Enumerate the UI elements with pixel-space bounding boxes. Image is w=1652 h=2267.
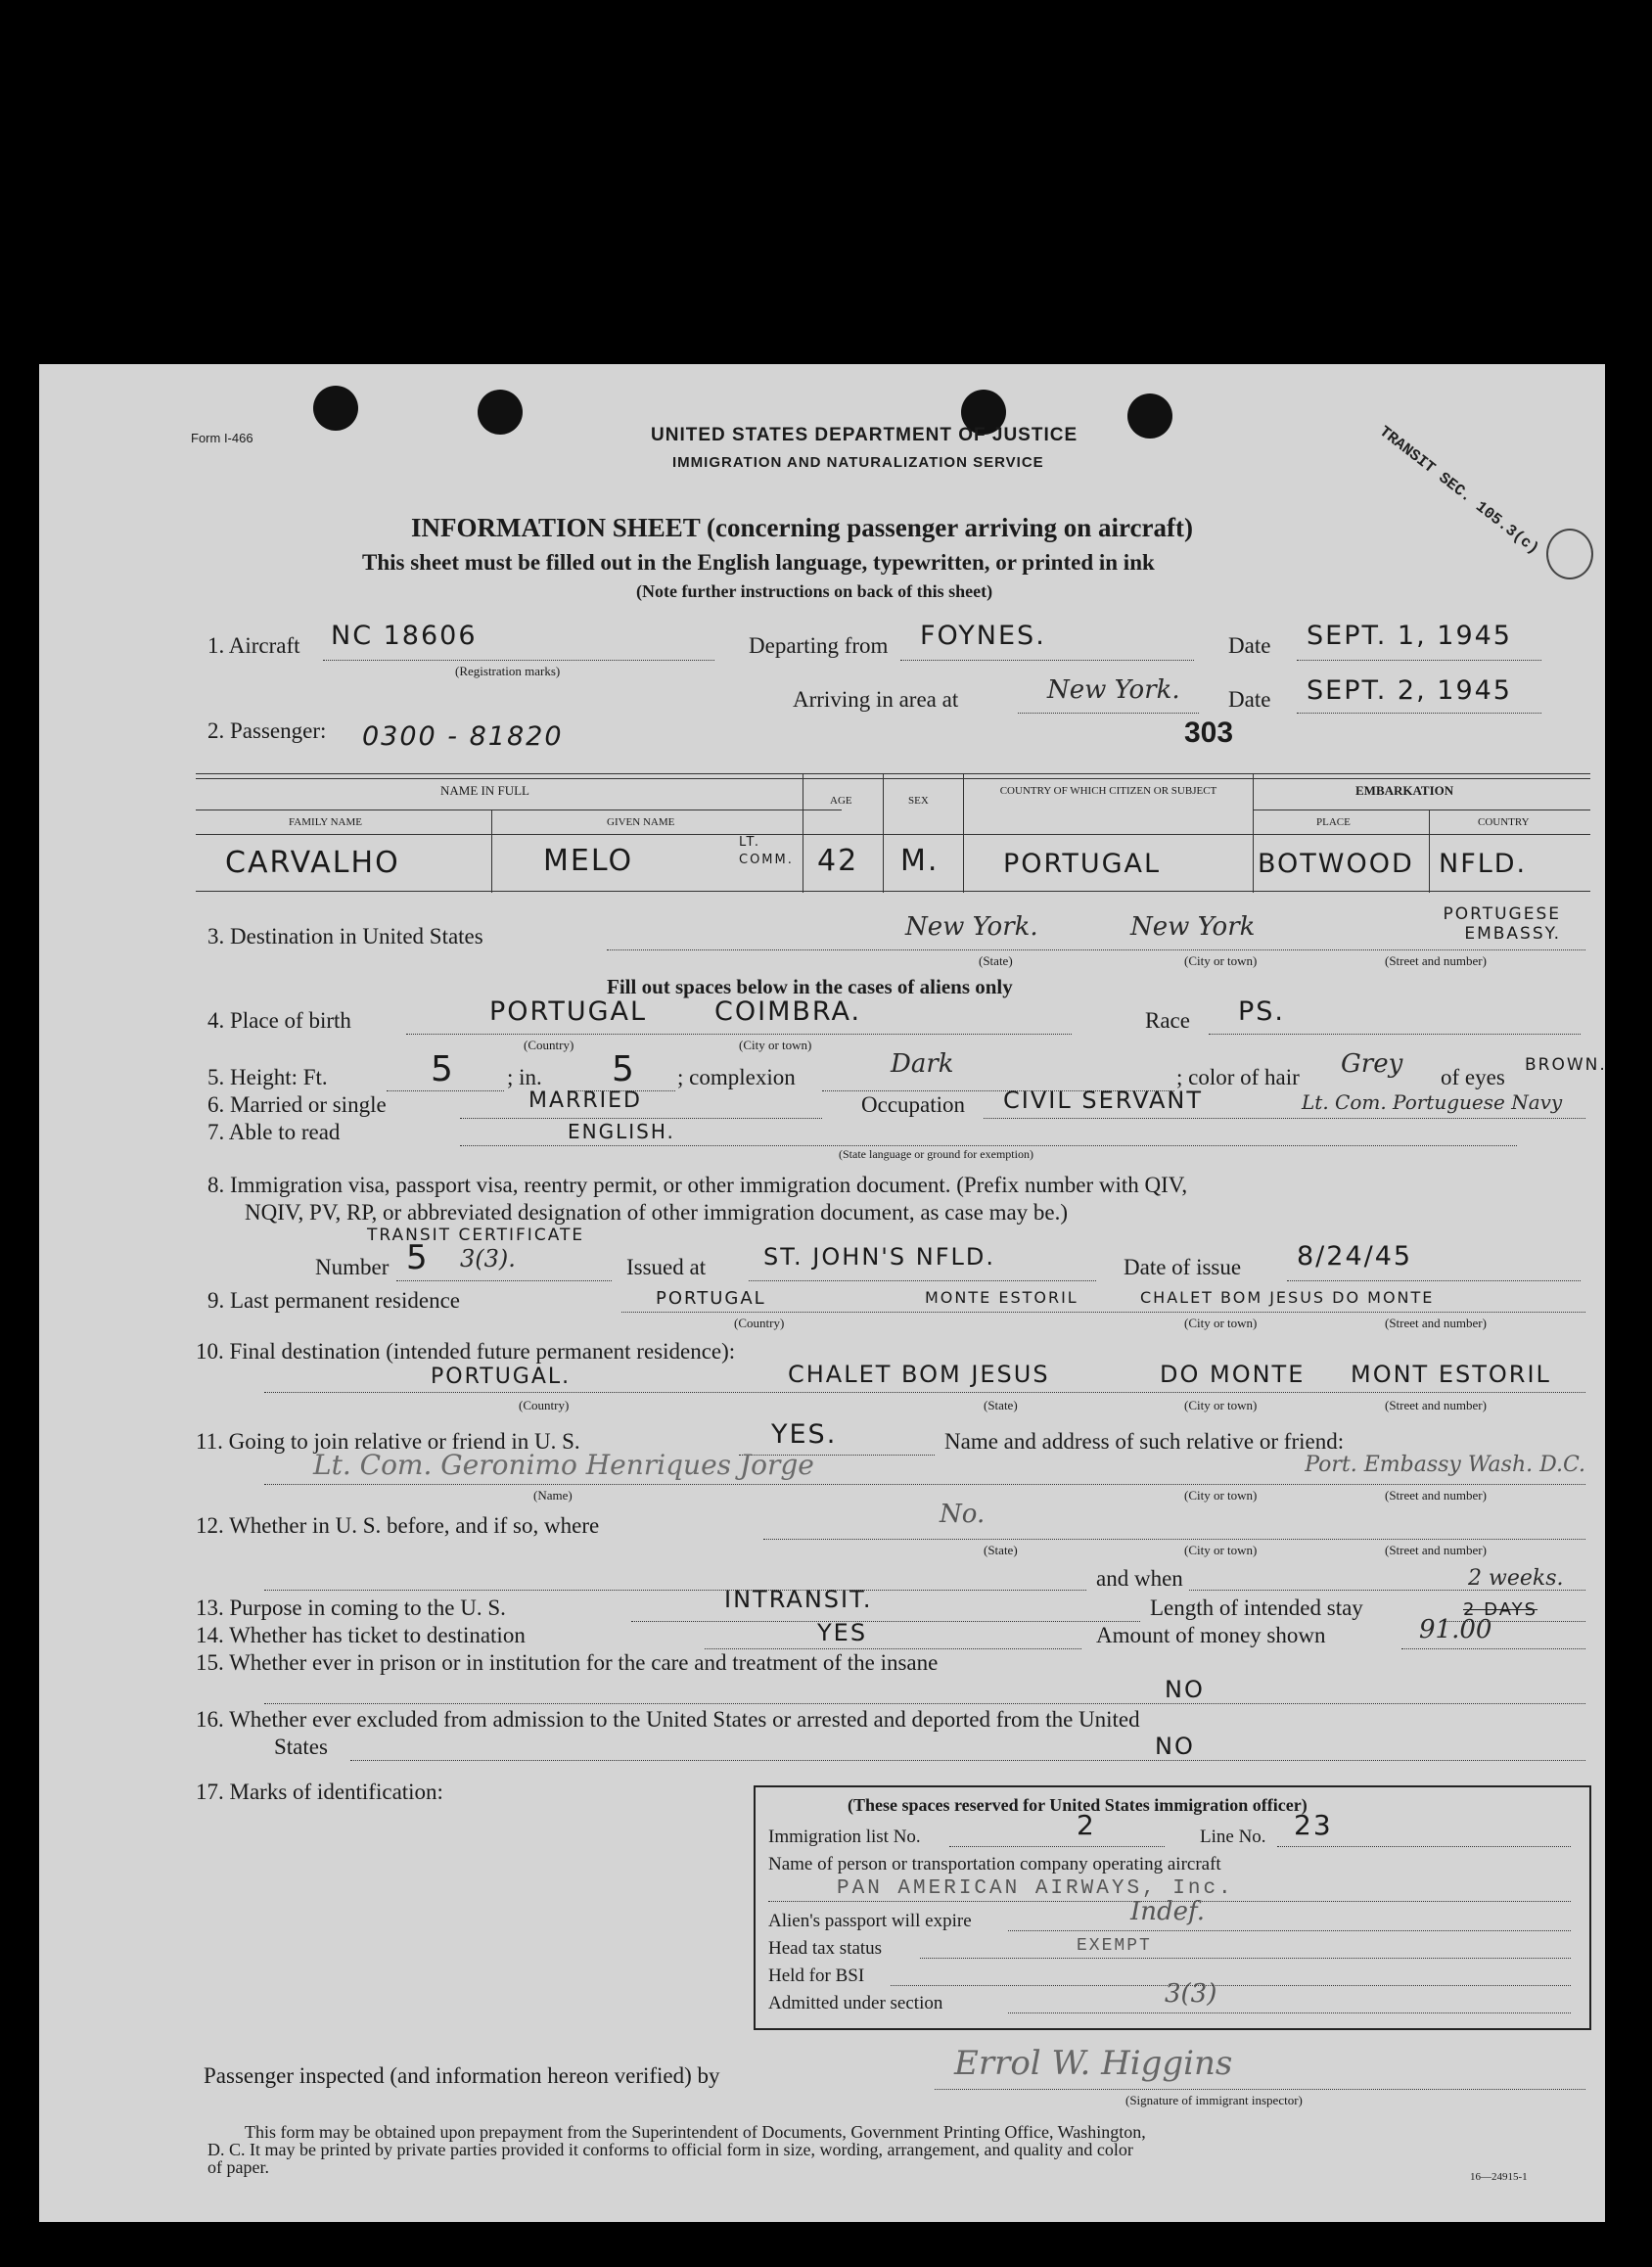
- given-name-header: GIVEN NAME: [607, 816, 675, 828]
- birth-city: COIMBRA.: [714, 996, 862, 1027]
- date-label: Date: [1228, 687, 1271, 712]
- read-label: 7. Able to read: [207, 1120, 341, 1144]
- document-section: 3(3).: [460, 1245, 516, 1272]
- street-caption: (Street and number): [1385, 1543, 1487, 1557]
- money-label: Amount of money shown: [1096, 1623, 1326, 1647]
- birthplace-label: 4. Place of birth: [207, 1008, 351, 1033]
- inspected-label: Passenger inspected (and information hereon verified) by: [204, 2063, 720, 2088]
- list-number-value: 2: [1077, 1809, 1096, 1841]
- when-label: and when: [1096, 1566, 1183, 1591]
- family-name-header: FAMILY NAME: [289, 816, 362, 828]
- age-header: AGE: [830, 795, 852, 807]
- read-value: ENGLISH.: [568, 1120, 675, 1143]
- circle-mark: [1546, 529, 1593, 579]
- complexion-label: ; complexion: [677, 1065, 796, 1089]
- departure-date: SEPT. 1, 1945: [1307, 621, 1512, 651]
- join-relative-label: 11. Going to join relative or friend in U. S.: [196, 1429, 580, 1454]
- issued-label: Issued at: [626, 1255, 707, 1279]
- citizen-header: COUNTRY OF WHICH CITIZEN OR SUBJECT: [999, 785, 1217, 797]
- embarkation-place-value: BOTWOOD: [1258, 849, 1414, 879]
- hair-value: Grey: [1341, 1049, 1403, 1079]
- stay-struck-value: 2 DAYS: [1463, 1599, 1538, 1620]
- height-label: 5. Height: Ft.: [207, 1065, 328, 1089]
- head-tax-value: EXEMPT: [1077, 1936, 1152, 1956]
- name-in-full-header: NAME IN FULL: [440, 783, 529, 798]
- arriving-label: Arriving in area at: [793, 687, 959, 712]
- money-value: 91.00: [1419, 1615, 1492, 1644]
- birth-country: PORTUGAL: [489, 996, 648, 1027]
- eyes-value: BROWN.: [1525, 1055, 1607, 1075]
- departing-label: Departing from: [749, 633, 889, 658]
- arrival-date: SEPT. 2, 1945: [1307, 675, 1512, 706]
- race-value: PS.: [1238, 996, 1286, 1027]
- age-value: 42: [817, 844, 859, 878]
- height-in-label: ; in.: [507, 1065, 542, 1089]
- passport-expire-label: Alien's passport will expire: [768, 1911, 972, 1931]
- state-caption: (State): [984, 1543, 1018, 1557]
- hair-label: ; color of hair: [1176, 1065, 1300, 1089]
- residence-street: CHALET BOM JESUS DO MONTE: [1140, 1288, 1435, 1307]
- punch-hole: [1127, 393, 1172, 439]
- issue-date-value: 8/24/45: [1297, 1241, 1413, 1272]
- document-number: 5: [406, 1238, 430, 1277]
- entry-number: 303: [1184, 717, 1234, 749]
- passport-expire-value: Indef.: [1130, 1897, 1206, 1926]
- sex-header: SEX: [908, 795, 929, 807]
- ticket-value: YES: [817, 1619, 868, 1646]
- given-name-value: MELO: [543, 844, 634, 878]
- instructions-note: (Note further instructions on back of this sheet): [636, 581, 993, 601]
- height-in: 5: [612, 1049, 636, 1089]
- date-label: Date: [1228, 633, 1271, 658]
- officer-box-header: (These spaces reserved for United States immigration officer): [848, 1795, 1308, 1815]
- occupation-label: Occupation: [861, 1092, 966, 1117]
- final-street: MONT ESTORIL: [1351, 1361, 1551, 1388]
- country-caption: (Country): [734, 1316, 785, 1330]
- purpose-label: 13. Purpose in coming to the U. S.: [196, 1596, 506, 1620]
- name-caption: (Name): [533, 1488, 573, 1503]
- prison-value: NO: [1165, 1676, 1205, 1703]
- relative-address-label: Name and address of such relative or friend:: [944, 1429, 1345, 1454]
- bsi-label: Held for BSI: [768, 1966, 865, 1986]
- state-caption: (State): [984, 1398, 1018, 1412]
- excluded-value: NO: [1155, 1733, 1195, 1760]
- residence-city: MONTE ESTORIL: [925, 1288, 1078, 1307]
- purpose-value: INTRANSIT.: [724, 1586, 873, 1613]
- aircraft-label: 1. Aircraft: [207, 633, 300, 658]
- excluded-line-2: States: [274, 1735, 328, 1759]
- section-label: Admitted under section: [768, 1993, 943, 2013]
- destination-city: New York: [1130, 912, 1256, 942]
- aircraft-value: NC 18606: [331, 621, 478, 651]
- embarkation-header: EMBARKATION: [1355, 783, 1454, 798]
- marital-value: MARRIED: [528, 1088, 642, 1113]
- head-tax-label: Head tax status: [768, 1938, 883, 1959]
- final-state: CHALET BOM JESUS: [788, 1361, 1050, 1388]
- city-caption: (City or town): [1184, 1316, 1258, 1330]
- issued-value: ST. JOHN'S NFLD.: [763, 1243, 995, 1271]
- previous-visit-value: No.: [940, 1500, 986, 1529]
- join-relative-value: YES.: [771, 1419, 838, 1450]
- street-caption: (Street and number): [1385, 1398, 1487, 1412]
- family-name-value: CARVALHO: [225, 846, 400, 880]
- service-heading: IMMIGRATION AND NATURALIZATION SERVICE: [672, 454, 1044, 471]
- department-heading: UNITED STATES DEPARTMENT OF JUSTICE: [651, 425, 1078, 445]
- residence-label: 9. Last permanent residence: [207, 1288, 460, 1313]
- form-number: Form I-466: [191, 431, 253, 445]
- document-line-2: NQIV, PV, RP, or abbreviated designation of other immigration document, as case may be.): [245, 1200, 1069, 1225]
- punch-hole: [313, 386, 358, 431]
- signature-caption: (Signature of immigrant inspector): [1125, 2093, 1303, 2107]
- company-label: Name of person or transportation company operating aircraft: [768, 1854, 1221, 1874]
- read-caption: (State language or ground for exemption): [839, 1147, 1033, 1161]
- footer-line-1: This form may be obtained upon prepayment from the Superintendent of Documents, Government Printing Office, Washington,: [245, 2122, 1146, 2142]
- stay-label: Length of intended stay: [1150, 1596, 1363, 1620]
- form-subtitle: This sheet must be filled out in the English language, typewritten, or printed in ink: [362, 550, 1155, 575]
- section-value: 3(3): [1165, 1979, 1217, 2009]
- departing-value: FOYNES.: [920, 621, 1046, 651]
- number-label: Number: [315, 1255, 390, 1279]
- inspector-signature: Errol W. Higgins: [954, 2044, 1233, 2083]
- complexion-value: Dark: [891, 1049, 954, 1079]
- print-code: 16—24915-1: [1470, 2171, 1528, 2183]
- final-destination-label: 10. Final destination (intended future permanent residence):: [196, 1339, 736, 1364]
- city-caption: (City or town): [1184, 953, 1258, 968]
- sex-value: M.: [900, 844, 940, 878]
- citizen-value: PORTUGAL: [1003, 849, 1162, 879]
- city-caption: (City or town): [1184, 1488, 1258, 1503]
- final-country: PORTUGAL.: [431, 1365, 572, 1389]
- transit-certificate: TRANSIT CERTIFICATE: [367, 1226, 585, 1245]
- height-ft: 5: [431, 1049, 455, 1089]
- previous-visit-label: 12. Whether in U. S. before, and if so, where: [196, 1513, 600, 1538]
- relative-name: Lt. Com. Geronimo Henriques Jorge: [313, 1449, 814, 1481]
- race-label: Race: [1145, 1008, 1190, 1033]
- stay-value: 2 weeks.: [1468, 1566, 1564, 1591]
- issue-date-label: Date of issue: [1124, 1255, 1242, 1279]
- country-caption: (Country): [519, 1398, 570, 1412]
- passenger-value: 0300 - 81820: [362, 721, 564, 752]
- city-caption: (City or town): [739, 1038, 812, 1052]
- country-header: COUNTRY: [1478, 816, 1530, 828]
- destination-street: PORTUGESE EMBASSY.: [1443, 904, 1561, 944]
- company-value: PAN AMERICAN AIRWAYS, Inc.: [837, 1877, 1234, 1900]
- city-caption: (City or town): [1184, 1398, 1258, 1412]
- form-title: INFORMATION SHEET (concerning passenger arriving on aircraft): [411, 513, 1193, 542]
- eyes-label: of eyes: [1441, 1065, 1505, 1089]
- country-caption: (Country): [524, 1038, 574, 1052]
- occupation-value: CIVIL SERVANT: [1003, 1087, 1204, 1114]
- registration-caption: (Registration marks): [455, 664, 561, 678]
- street-caption: (Street and number): [1385, 953, 1487, 968]
- occupation-note: Lt. Com. Portuguese Navy: [1302, 1090, 1563, 1114]
- rank-value: LT. COMM.: [739, 835, 794, 867]
- arriving-value: New York.: [1047, 675, 1180, 705]
- prison-label: 15. Whether ever in prison or in institution for the care and treatment of the insane: [196, 1650, 939, 1675]
- list-number-label: Immigration list No.: [768, 1827, 921, 1847]
- residence-country: PORTUGAL: [656, 1288, 766, 1309]
- relative-address: Port. Embassy Wash. D.C.: [1305, 1453, 1585, 1477]
- embarkation-country-value: NFLD.: [1439, 849, 1528, 879]
- state-caption: (State): [979, 953, 1013, 968]
- information-sheet: [39, 364, 1605, 2222]
- aliens-note: Fill out spaces below in the cases of aliens only: [607, 975, 1013, 998]
- marital-label: 6. Married or single: [207, 1092, 387, 1117]
- punch-hole: [478, 390, 523, 435]
- ticket-label: 14. Whether has ticket to destination: [196, 1623, 526, 1647]
- transit-stamp: TRANSIT SEC. 105.3(c): [1375, 422, 1542, 559]
- passenger-label: 2. Passenger:: [207, 718, 327, 743]
- line-number-label: Line No.: [1200, 1827, 1266, 1847]
- destination-label: 3. Destination in United States: [207, 924, 483, 948]
- excluded-line-1: 16. Whether ever excluded from admission to the United States or arrested and deported from the United: [196, 1707, 1140, 1732]
- street-caption: (Street and number): [1385, 1488, 1487, 1503]
- place-header: PLACE: [1316, 816, 1351, 828]
- document-line-1: 8. Immigration visa, passport visa, reentry permit, or other immigration document. (Prefix number with QIV,: [207, 1173, 1188, 1197]
- final-city: DO MONTE: [1160, 1361, 1306, 1388]
- identification-label: 17. Marks of identification:: [196, 1780, 443, 1804]
- line-number-value: 23: [1294, 1809, 1333, 1841]
- destination-state: New York.: [905, 912, 1038, 942]
- city-caption: (City or town): [1184, 1543, 1258, 1557]
- footer-line-3: of paper.: [207, 2157, 269, 2177]
- street-caption: (Street and number): [1385, 1316, 1487, 1330]
- footer-line-2: D. C. It may be printed by private parties provided it conforms to official form in size, wording, arrangement, and quality and color: [207, 2140, 1133, 2159]
